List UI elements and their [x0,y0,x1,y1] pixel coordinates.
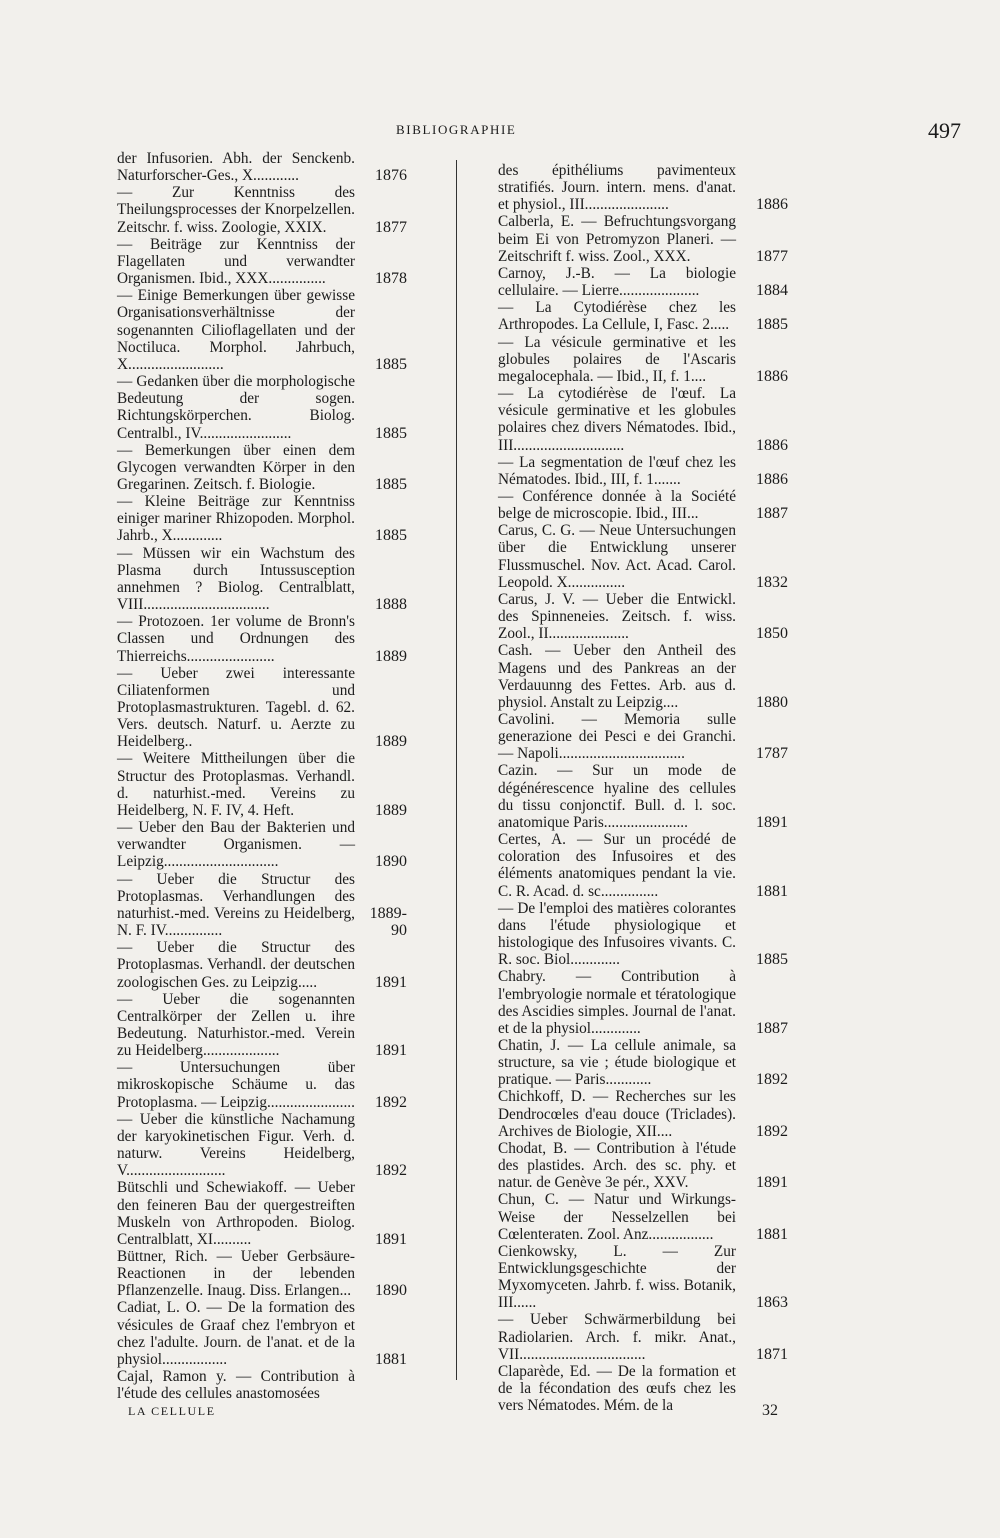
entry-citation: — La segmentation de l'œuf chez les Nématodes. Ibid., III, f. 1....... [498,453,736,488]
entry-year: 1881 [756,882,788,900]
entry-citation: — De l'emploi des matières colorantes dans l'étude physiologique et histologique des Infusoires vivants. C. R. soc. Biol............. [498,899,736,969]
bibliography-entry [117,1248,407,1299]
entry-citation: Büttner, Rich. — Ueber Gerbsäure-Reactionen in der lebenden Pflanzenzelle. Inaug. Diss. Erlangen... [117,1248,355,1300]
bibliography-entry [117,236,407,287]
page-footer [0,1404,1000,1424]
entry-citation: Cajal, Ramon y. — Contribution à l'étude des cellules anastomosées [117,1368,355,1403]
entry-year: 1863 [756,1294,788,1312]
entry-citation: — Gedanken über die morphologische Bedeutung der sogen. Richtungskörperchen. Biolog. Centralbl., IV........................ [117,373,355,442]
entry-year: 1880 [756,693,788,711]
entry-year: 1885 [375,527,407,545]
entry-citation: der Infusorien. Abh. der Senckenb. Naturforscher-Ges., X............ [117,150,355,185]
bibliography-entry [498,385,788,454]
entry-citation: Chodat, B. — Contribution à l'étude des plastides. Arch. des sc. phy. et natur. de Genève 3e pér., XXV. [498,1139,736,1192]
bibliography-entry [117,1111,407,1180]
entry-citation: Cavolini. — Memoria sulle generazione dei Pesci e dei Granchi. — Napoli................................. [498,711,736,763]
entry-citation: — Ueber den Bau der Bakterien und verwandter Organismen. — Leipzig.............................. [117,819,355,871]
entry-citation: — Ueber zwei interessante Ciliatenformen und Protoplasmastrukturen. Tagebl. d. 62. Vers. deutsch. Naturf. u. Aerzte zu Heidelberg.. [117,664,355,751]
bibliography-entry [498,265,788,299]
running-title: BIBLIOGRAPHIE [396,122,517,137]
entry-citation: — La cytodiérèse de l'œuf. La vésicule germinative et les globules polaires chez divers Nématodes. Ibid., III............................. [498,385,736,454]
bibliography-entry [498,1311,788,1362]
entry-citation: Calberla, E. — Befruchtungsvorgang beim Ei von Petromyzon Planeri. — Zeitschrift f. wiss. Zool., XXX. [498,213,736,265]
bibliography-entry [498,831,788,900]
bibliography-entry [498,1140,788,1191]
entry-year: 1887 [756,1019,788,1037]
journal-name: LA CELLULE [128,1404,216,1418]
bibliography-entry [117,1368,407,1402]
entry-citation: Bütschli und Schewiakoff. — Ueber den feineren Bau der quergestreiften Muskeln von Arthropoden. Biolog. Centralblatt, XI.......... [117,1179,355,1248]
entry-year: 1891 [375,1230,407,1248]
bibliography-entry [117,373,407,442]
entry-citation: — Zur Kenntniss des Theilungsprocesses der Knorpelzellen. Zeitschr. f. wiss. Zoologie, XXIX. [117,184,355,236]
entry-year: 1832 [756,573,788,591]
entry-citation: Carus, C. G. — Neue Untersuchungen über die Entwicklung unserer Flussmuschel. Nov. Act. Acad. Carol. Leopold. X............... [498,522,736,591]
bibliography-entry [498,213,788,264]
entry-year: 1885 [375,355,407,373]
bibliography-entry [117,613,407,664]
entry-citation: — Conférence donnée à la Société belge de microscopie. Ibid., III... [498,487,736,523]
entry-citation: Carus, J. V. — Ueber die Entwickl. des Spinneneies. Zeitsch. f. wiss. Zool., II..................... [498,590,736,643]
right-column [498,162,788,1414]
entry-year: 1876 [375,167,407,185]
bibliography-entry [117,871,407,940]
signature-mark: 32 [762,1402,778,1419]
entry-year: 1891 [375,1042,407,1060]
entry-citation: — Weitere Mittheilungen über die Structur des Protoplasmas. Verhandl. d. naturhist.-med. Vereins zu Heidelberg, N. F. IV, 4. Heft. [117,750,355,819]
page-header [0,118,1000,146]
bibliography-entry [117,1059,407,1110]
entry-year: 1886 [756,470,788,488]
entry-citation: — Ueber Schwärmerbildung bei Radiolarien. Arch. f. mikr. Anat., VII................................. [498,1311,736,1363]
bibliography-entry [498,334,788,385]
bibliography-entry [498,968,788,1037]
entry-citation: des épithéliums pavimenteux stratifiés. Journ. intern. mens. d'anat. et physiol., III...................... [498,162,736,214]
bibliography-entry [117,939,407,990]
bibliography-entry [117,1299,407,1368]
entry-year: 1891 [375,973,407,991]
bibliography-entry [498,900,788,969]
bibliography-entry [498,1191,788,1242]
entry-citation: — Kleine Beiträge zur Kenntniss einiger mariner Rhizopoden. Morphol. Jahrb., X............. [117,493,355,545]
entry-citation: Cash. — Ueber den Antheil des Magens und des Pankreas an der Verdauunng des Fettes. Arb. aus d. physiol. Anstalt zu Leipzig.... [498,642,736,711]
entry-citation: Chun, C. — Natur und Wirkungs-Weise der Nesselzellen bei Cœlenteraten. Zool. Anz................. [498,1191,736,1243]
bibliography-entry [498,162,788,213]
bibliography-entry [498,299,788,333]
bibliography-entry [117,665,407,751]
bibliography-entry [498,1088,788,1139]
entry-citation: — Müssen wir ein Wachstum des Plasma durch Intussusception annehmen ? Biolog. Centralblatt, VIII................................. [117,544,355,614]
entry-citation: Cienkowsky, L. — Zur Entwicklungsgeschichte der Myxomyceten. Jahrb. f. wiss. Botanik, III...... [498,1242,736,1312]
entry-year: 1877 [756,247,788,265]
bibliography-entry [117,1179,407,1248]
entry-year: 1891 [756,813,788,831]
entry-year: 1881 [375,1350,407,1368]
column-divider [456,160,457,1380]
entry-citation: — Ueber die Structur des Protoplasmas. Verhandlungen des naturhist.-med. Vereins zu Heidelberg, N. F. IV............... [117,870,355,940]
entry-year: 1888 [375,596,407,614]
entry-citation: — Einige Bemerkungen über gewisse Organisationsverhältnisse der sogenannten Cilioflagellaten und der Noctiluca. Morphol. Jahrbuch, X......................... [117,287,355,373]
entry-year: 1850 [756,625,788,643]
entry-year: 1889 [375,733,407,751]
entry-year: 1892 [375,1093,407,1111]
bibliography-entry [117,150,407,184]
entry-citation: — La vésicule germinative et les globules polaires de l'Ascaris megalocephala. — Ibid., II, f. 1.... [498,333,736,385]
entry-year: 1886 [756,367,788,385]
entry-year: 1787 [756,745,788,763]
entry-year: 1892 [756,1122,788,1140]
bibliography-entry [498,522,788,591]
entry-citation: Carnoy, J.-B. — La biologie cellulaire. — Lierre..................... [498,264,736,300]
entry-year: 1890 [375,1282,407,1300]
entry-citation: Cadiat, L. O. — De la formation des vésicules de Graaf chez l'embryon et chez l'adulte. Journ. de l'anat. et de la physiol................. [117,1299,355,1368]
bibliography-entry [117,819,407,870]
entry-citation: — Protozoen. 1er volume de Bronn's Classen und Ordnungen des Thierreichs....................... [117,613,355,665]
entry-year: 1892 [756,1071,788,1089]
entry-year: 1884 [756,282,788,300]
entry-year: 1891 [756,1174,788,1192]
entry-citation: — Ueber die künstliche Nachamung der karyokinetischen Figur. Verh. d. naturw. Vereins Heidelberg, V.......................... [117,1110,355,1180]
bibliography-entry [117,287,407,373]
entry-citation: Cazin. — Sur un mode de dégénérescence hyaline des cellules du tissu conjonctif. Bull. d. l. soc. anatomique Paris...................... [498,762,736,831]
entry-citation: Chabry. — Contribution à l'embryologie normale et tératologique des Ascidies simples. Journal de l'anat. et de la physiol............. [498,968,736,1037]
entry-citation: Chatin, J. — La cellule animale, sa structure, sa vie ; étude biologique et pratique. — Paris............ [498,1036,736,1089]
entry-year: 1881 [756,1225,788,1243]
entry-year: 1890 [375,853,407,871]
entry-citation: — Bemerkungen über einen dem Glycogen verwandten Körper in den Gregarinen. Zeitsch. f. Biologie. [117,441,355,493]
entry-year: 1878 [375,270,407,288]
entry-citation: — Beiträge zur Kenntniss der Flagellaten und verwandter Organismen. Ibid., XXX............... [117,235,355,288]
bibliography-entry [117,184,407,235]
bibliography-entry [498,642,788,711]
entry-citation: — Ueber die sogenannten Centralkörper der Zellen u. ihre Bedeutung. Naturhistor.-med. Verein zu Heidelberg.................... [117,990,355,1060]
entry-year: 1885 [375,475,407,493]
entry-year: 1885 [375,424,407,442]
entry-year: 1887 [756,505,788,523]
entry-year: 1886 [756,436,788,454]
bibliography-entry [498,591,788,642]
entry-year: 1889-90 [369,904,407,940]
bibliography-entry [117,493,407,544]
bibliography-entry [498,454,788,488]
bibliography-entry [117,991,407,1060]
entry-year: 1892 [375,1162,407,1180]
entry-citation: Chichkoff, D. — Recherches sur les Dendrocœles d'eau douce (Triclades). Archives de Biologie, XII.... [498,1088,736,1140]
entry-citation: Certes, A. — Sur un procédé de coloration des Infusoires et des éléments anatomiques pendant la vie. C. R. Acad. d. sc............... [498,831,736,900]
entry-year: 1886 [756,196,788,214]
left-column [117,150,407,1402]
entry-year: 1889 [375,647,407,665]
bibliography-entry [117,750,407,819]
bibliography-entry [117,442,407,493]
bibliography-entry [498,1037,788,1088]
entry-year: 1885 [756,316,788,334]
entry-citation: — Ueber die Structur des Protoplasmas. Verhandl. der deutschen zoologischen Ges. zu Leipzig..... [117,939,355,991]
bibliography-entry [498,711,788,762]
entry-year: 1871 [756,1345,788,1363]
page-number: 497 [928,118,961,143]
entry-year: 1885 [756,951,788,969]
bibliography-entry [498,488,788,522]
entry-citation: — Untersuchungen über mikroskopische Schäume u. das Protoplasma. — Leipzig....................... [117,1059,355,1111]
entry-citation: Claparède, Ed. — De la formation et de la fécondation des œufs chez les vers Nématodes. Mém. de la [498,1362,736,1415]
bibliography-entry [117,545,407,614]
entry-year: 1877 [375,218,407,236]
bibliography-entry [498,1243,788,1312]
bibliography-entry [498,762,788,831]
entry-citation: — La Cytodiérèse chez les Arthropodes. La Cellule, I, Fasc. 2..... [498,299,736,334]
entry-year: 1889 [375,801,407,819]
